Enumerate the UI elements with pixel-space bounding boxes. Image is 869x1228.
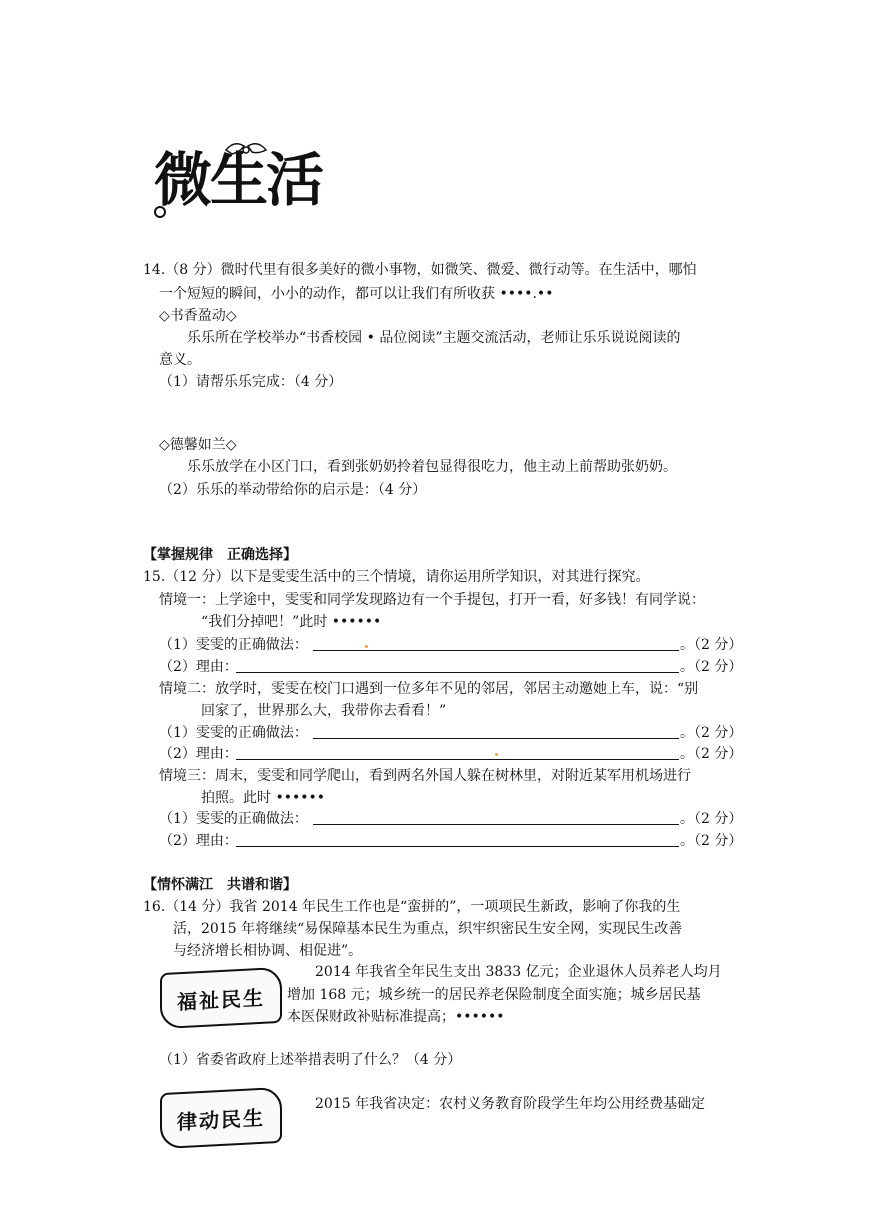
q16-sub1: （1）省委省政府上述举措表明了什么？（4 分） <box>159 1052 462 1068</box>
q14-sub1: （1）请帮乐乐完成：（4 分） <box>159 374 343 390</box>
q15-s3-reason-blank[interactable] <box>236 832 679 847</box>
q15-scenario3-line1: 情境三：周末，雯雯和同学爬山，看到两名外国人躲在树林里，对附近某军用机场进行 <box>159 768 691 784</box>
q15-s1-correct-blank[interactable] <box>313 636 679 651</box>
q16-banner1-line3: 本医保财政补贴标准提高；•••••• <box>287 1009 505 1025</box>
q15-scenario2-line1: 情境二：放学时，雯雯在校门口遇到一位多年不见的邻居，邻居主动邀她上车，说：“别 <box>159 681 699 697</box>
q15-s3-correct-label: （1）雯雯的正确做法： <box>159 811 308 827</box>
q15-scenario3-line2: 拍照。此时 •••••• <box>201 790 325 806</box>
q15-s2-correct-score: 。（2 分） <box>680 725 743 741</box>
q14-sub2: （2）乐乐的举动带给你的启示是：（4 分） <box>159 482 427 498</box>
q15-s1-reason-score: 。（2 分） <box>680 659 743 675</box>
q16-line2: 活，2015 年将继续“易保障基本民生为重点，织牢织密民生安全网，实现民生改善 <box>173 921 683 937</box>
q16-banner2-line1: 2015 年我省决定：农村义务教育阶段学生年均公用经费基础定 <box>315 1096 706 1112</box>
q15-s2-reason-label: （2）理由： <box>159 746 238 762</box>
banner-lvdong-minsheng <box>160 1087 282 1149</box>
orange-dot <box>495 753 498 756</box>
q16-banner1-line1: 2014 年我省全年民生支出 3833 亿元；企业退休人员养老人均月 <box>315 964 722 980</box>
q15-s3-correct-blank[interactable] <box>313 810 679 825</box>
orange-dot <box>365 645 368 648</box>
weishenghuo-logo <box>148 140 378 220</box>
q15-intro: 15.（12 分）以下是雯雯生活中的三个情境，请你运用所学知识，对其进行探究。 <box>143 569 650 585</box>
q15-s2-correct-blank[interactable] <box>313 724 679 739</box>
q14-para1-line1: 乐乐所在学校举办“书香校园 • 品位阅读”主题交流活动，老师让乐乐说说阅读的 <box>187 330 681 346</box>
q15-s2-reason-score: 。（2 分） <box>680 746 743 762</box>
q15-s1-correct-label: （1）雯雯的正确做法： <box>159 637 308 653</box>
q15-scenario1-line2: “我们分掉吧！”此时 •••••• <box>201 614 382 630</box>
q14-section-shuxiang: ◇书香盈动◇ <box>159 308 237 324</box>
q15-s2-correct-label: （1）雯雯的正确做法： <box>159 725 308 741</box>
q14-line1: 14.（8 分）微时代里有很多美好的微小事物，如微笑、微爱、微行动等。在生活中，哪怕 <box>143 262 697 278</box>
q15-scenario1-line1: 情境一：上学途中，雯雯和同学发现路边有一个手提包，打开一看，好多钱！有同学说： <box>159 592 705 608</box>
banner-lvdong-text: 律动民生 <box>177 1105 265 1134</box>
q15-s3-reason-score: 。（2 分） <box>680 833 743 849</box>
section-heading-2: 【情怀满江 共谱和谐】 <box>143 877 297 893</box>
q15-scenario2-line2: 回家了，世界那么大，我带你去看看！” <box>201 703 447 719</box>
q14-para1-line2: 意义。 <box>159 352 201 368</box>
q15-s1-reason-label: （2）理由： <box>159 659 238 675</box>
section-heading-1: 【掌握规律 正确选择】 <box>143 547 297 563</box>
q15-s1-reason-blank[interactable] <box>236 658 679 673</box>
q14-line2: 一个短短的瞬间，小小的动作，都可以让我们有所收获 ••••.•• <box>159 286 554 302</box>
q14-para2: 乐乐放学在小区门口，看到张奶奶拎着包显得很吃力，他主动上前帮助张奶奶。 <box>187 459 677 475</box>
q15-s2-reason-blank[interactable] <box>236 745 679 760</box>
logo-text: 微生活 <box>154 146 323 214</box>
q15-s3-reason-label: （2）理由： <box>159 833 238 849</box>
banner-fuzhi-minsheng <box>160 967 282 1029</box>
q15-s3-correct-score: 。（2 分） <box>680 811 743 827</box>
banner-fuzhi-text: 福祉民生 <box>177 985 265 1014</box>
q14-section-dexin: ◇德馨如兰◇ <box>159 437 237 453</box>
q16-line1: 16.（14 分）我省 2014 年民生工作也是“蛮拼的”，一项项民生新政，影响了你我的生 <box>143 899 681 915</box>
q16-banner1-line2: 增加 168 元；城乡统一的居民养老保险制度全面实施；城乡居民基 <box>287 987 701 1003</box>
q16-line3: 与经济增长相协调、相促进”。 <box>173 943 363 959</box>
q15-s1-correct-score: 。（2 分） <box>680 637 743 653</box>
